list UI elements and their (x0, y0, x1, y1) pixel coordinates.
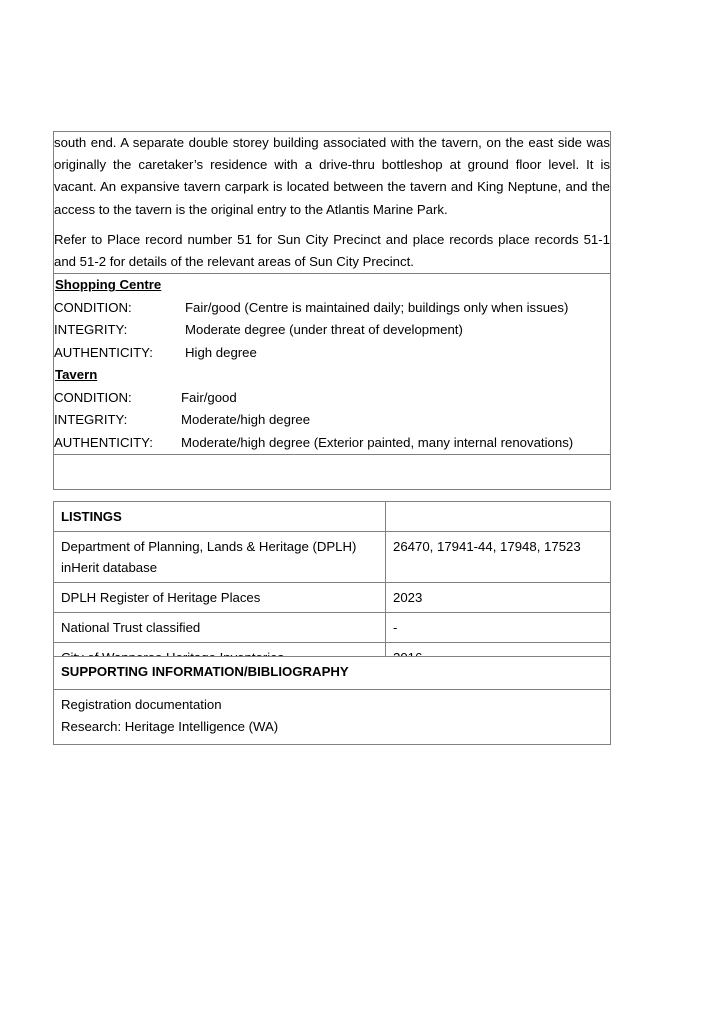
table-row (54, 613, 611, 643)
listings-row-label: DPLH Register of Heritage Places (54, 583, 386, 613)
table-row (54, 583, 611, 613)
listings-header-value (386, 502, 611, 532)
listings-row-label: Department of Planning, Lands & Heritage (DPLH) inHerit database (54, 532, 386, 583)
listings-row-value: - (386, 613, 611, 643)
assessment-value-condition: Fair/good (181, 389, 237, 405)
assessment-heading-shopping-centre: Shopping Centre (55, 277, 162, 293)
table-row (54, 455, 611, 490)
description-cell (54, 132, 611, 274)
table-row (54, 132, 611, 274)
supporting-information-line: Research: Heritage Intelligence (WA) (61, 719, 279, 734)
assessment-value-condition: Fair/good (Centre is maintained daily; buildings only when issues) (185, 299, 569, 315)
listings-row-value: 2023 (386, 583, 611, 613)
assessment-label-authenticity: AUTHENTICITY: (54, 434, 153, 450)
assessment-cell (54, 274, 611, 455)
assessment-label-condition: CONDITION: (54, 299, 132, 315)
assessment-row-authenticity-tavern (54, 432, 610, 455)
table-row (54, 689, 611, 744)
assessment-row-integrity-tavern (54, 409, 610, 432)
assessment-value-authenticity: High degree (185, 344, 257, 360)
supporting-information-table (53, 656, 611, 745)
table-row (54, 274, 611, 455)
assessment-heading-tavern: Tavern (55, 367, 98, 383)
assessment-row-condition-shopping-centre (54, 297, 610, 320)
assessment-value-integrity: Moderate/high degree (181, 412, 311, 428)
description-table (53, 131, 611, 490)
assessment-label-condition: CONDITION: (54, 389, 132, 405)
assessment-value-authenticity: Moderate/high degree (Exterior painted, many internal renovations) (181, 434, 574, 450)
listings-header-label: LISTINGS (54, 502, 386, 532)
assessment-value-integrity: Moderate degree (under threat of development) (185, 322, 463, 338)
assessment-row-condition-tavern (54, 387, 610, 410)
table-header-row (54, 657, 611, 690)
listings-row-label: National Trust classified (54, 613, 386, 643)
listings-row-value: 26470, 17941-44, 17948, 17523 (386, 532, 611, 583)
assessment-row-integrity-shopping-centre (54, 319, 610, 342)
empty-cell (54, 455, 611, 490)
table-header-row (54, 502, 611, 532)
listings-table (53, 501, 611, 673)
assessment-label-integrity: INTEGRITY: (54, 322, 128, 338)
assessment-row-authenticity-shopping-centre (54, 342, 610, 365)
supporting-information-line: Registration documentation (61, 696, 222, 712)
description-paragraph-2: Refer to Place record number 51 for Sun City Precinct and place records place records 51-1 and 51-2 for details of the relevant areas of Sun City Precinct. (54, 231, 610, 270)
assessment-label-authenticity: AUTHENTICITY: (54, 344, 153, 360)
description-paragraph-1: south end. A separate double storey building associated with the tavern, on the east side was originally the caretaker’s residence with a drive-thru bottleshop at ground floor level. It is vacant. An expansive tavern carpark is located between the tavern and King Neptune, and the access to the tavern is the original entry to the Atlantis Marine Park. (54, 135, 610, 217)
supporting-information-cell (54, 689, 611, 744)
assessment-label-integrity: INTEGRITY: (54, 412, 128, 428)
table-row (54, 532, 611, 583)
supporting-information-header: SUPPORTING INFORMATION/BIBLIOGRAPHY (54, 657, 611, 690)
